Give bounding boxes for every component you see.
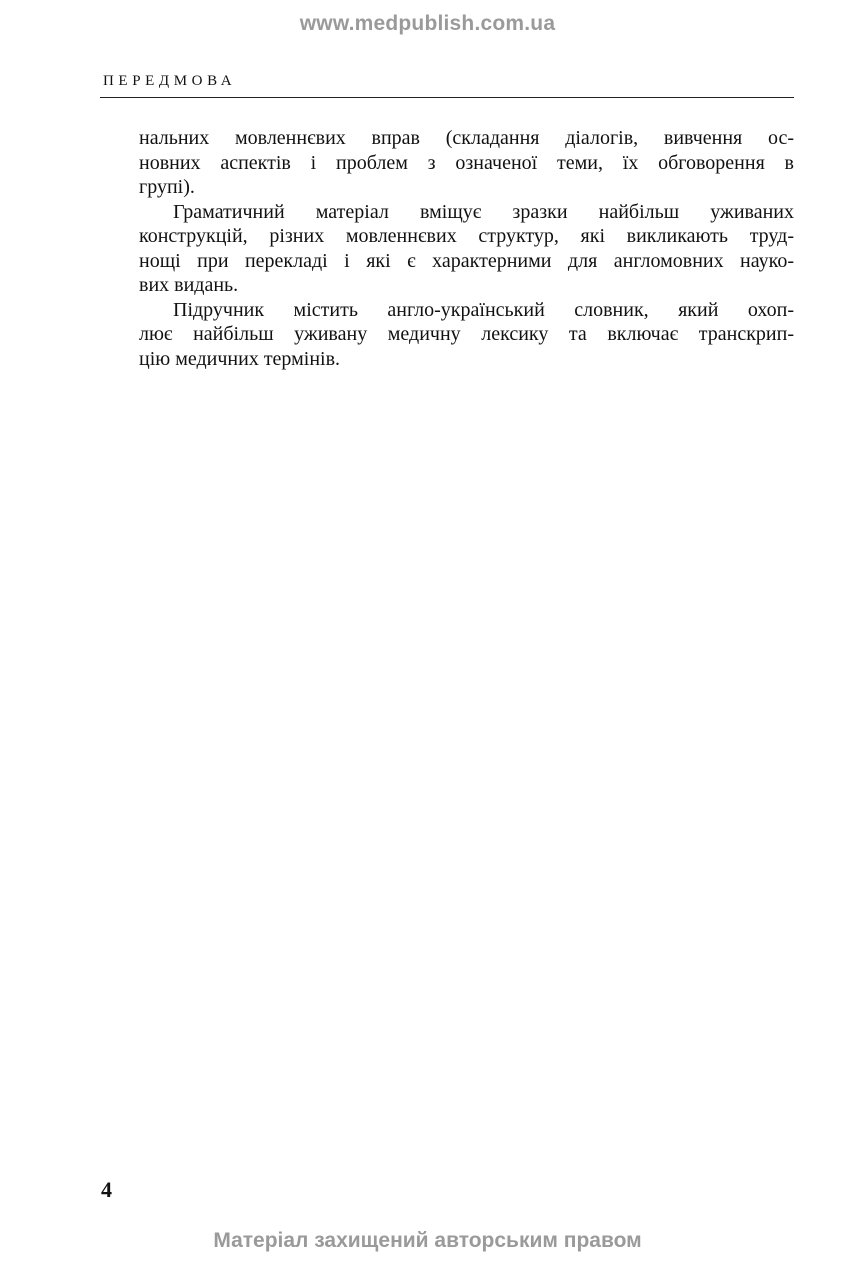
page-number: 4 <box>101 1177 112 1202</box>
text-line: вих видань. <box>139 274 239 296</box>
text-line: Граматичний матеріал вміщує зразки найбільш уживаних <box>173 200 794 223</box>
text-line: лює найбільш уживану медичну лексику та включає транскрип- <box>139 323 794 345</box>
text-line: нощі при перекладі і які є характерними для англомовних науко- <box>139 249 794 272</box>
text-line: нальних мовленнєвих вправ (складання діалогів, вивчення ос- <box>139 127 794 149</box>
watermark-bottom: Матеріал захищений авторським правом <box>213 1229 642 1252</box>
text-line: цію медичних термінів. <box>139 347 341 370</box>
watermark-top: www.medpublish.com.ua <box>299 12 556 35</box>
running-head: ПЕРЕДМОВА <box>103 73 237 89</box>
text-line: новних аспектів і проблем з означеної теми, їх обговорення в <box>139 151 794 174</box>
text-line: Підручник містить англо-український словник, який охоп- <box>173 298 794 321</box>
text-line: конструкцій, різних мовленнєвих структур, які викликають труд- <box>139 225 794 247</box>
text-line: групі). <box>139 176 195 198</box>
header-rule <box>100 97 794 98</box>
body-text <box>139 126 794 371</box>
